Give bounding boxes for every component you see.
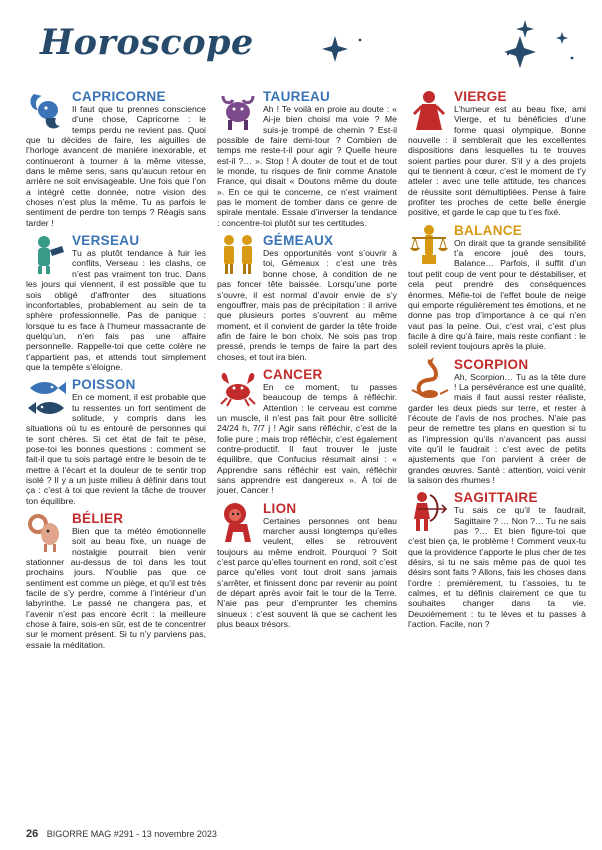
sign-sagittaire [408, 489, 586, 629]
sign-cancer [217, 366, 397, 496]
sign-name: CANCER [263, 366, 323, 382]
sign-text: Il faut que tu prennes conscience d’une chose, Capricorne : le temps perdu ne revient pas. Quoi que tu décides de faire, les aiguilles de l’horloge avancent de manière inexorable, et continueront à tourner à la même vitesse, dans le même sens, sans qu’aucun retour en arrière ne soit envisageable. Une fois que l’on a intégré cette donnée, notre vision des choses n’est plus la même. Tu as parfois le sentiment de perdre ton temps ? Réagis sans tarder ! [26, 104, 206, 228]
sign-text: En ce moment, tu passes beaucoup de temps à réfléchir. Attention : le cerveau est comme un muscle, il n’est pas fait pour être sollicité 24/24 h, 7/7 j ! Agir sans réfléchir, c’est de la folie pure ; mais trop réfléchir, c’est également contre-productif. Il faut trouver le juste équilibre, que Confucius résumait ainsi : « Apprendre sans réfléchir est vain, réfléchir sans apprendre est dangereux ». À toi de jouer, Cancer ! [217, 381, 397, 496]
sign-name: VERSEAU [72, 233, 140, 249]
sign-name: TAUREAU [263, 89, 331, 104]
sign-lion [217, 500, 397, 630]
aries-ram-icon [26, 510, 68, 554]
libra-scales-icon [408, 222, 450, 266]
leo-lion-icon [217, 500, 259, 544]
sign-gemeaux [217, 232, 397, 362]
page-footer [26, 828, 217, 840]
sign-text: Des opportunités vont s’ouvrir à toi, Gémeaux : c’est une très bonne chose, à condition de ne pas foncer tête baissée. Lorsqu’une porte s’ouvre, il est normal d’avoir envie de s’y engouffrer, mais pas de précipitation : il arrive que plusieurs portes s’ouvrent au même moment, et il convient de garder la tête froide afin de faire le bon choix. Ne sois pas trop pressé, prends le temps de faire la part des choses, et tout ira bien. [217, 248, 397, 362]
sign-text: Ah, Scorpion… Tu as la tête dure ! La persévérance est une qualité, mais il faut aussi rester réaliste, garder les deux pieds sur terre, et rester à l’écoute de l’avis de nos proches. N’aie pas peur de remettre tes plans en question si tu as l’impression qu’ils n’avancent pas aussi vite qu’il le faudrait : c’est avec de petits ajustements que l’on parvient à créer de grandes œuvres. Santé : attention, voici venir la saison des rhumes ! [408, 371, 586, 485]
sign-name: BALANCE [454, 222, 523, 238]
sign-text: Ah ! Te voilà en proie au doute : « Ai-je bien choisi ma voie ? Me suis-je trompé de chemin ? Est-il possible de faire demi-tour ? Combien de temps me reste-t-il pour agir ? Quelle heure est-il ?… ». Stop ! À douter de tout et de tout le monde, tu risques de finir comme Anatole France, qui disait « Doutons même du doute ». En ce qui te concerne, ce n’est vraiment pas le moment de tomber dans ce genre de spirale mentale. Essaie d’inverser la tendance : concentre-toi plutôt sur tes certitudes. [217, 104, 397, 228]
sign-name: VIERGE [454, 89, 507, 104]
sign-capricorne [26, 88, 206, 228]
sign-name: LION [263, 500, 297, 516]
scorpio-scorpion-icon [408, 356, 450, 400]
sign-text: L’humeur est au beau fixe, ami Vierge, et tu bénéficies d’une forme quasi olympique. Bonne nouvelle : il semblerait que les excellentes dispositions dans lesquelles tu te trouves soient parties pour durer. S’il y a des projets qui te tiennent à cœur, c’est le moment de t’y atteler : avec une telle attitude, tes chances de réussite sont démultipliées. Pense à faire profiter tes proches de cette belle énergie positive, et garde le cap que tu t’es fixé. [408, 104, 586, 218]
capricorn-goat-icon [26, 88, 68, 132]
taurus-bull-icon [217, 88, 259, 132]
sign-scorpion [408, 356, 586, 486]
sign-belier [26, 510, 206, 650]
sign-verseau [26, 232, 206, 372]
column-1 [26, 88, 206, 654]
sign-text: En ce moment, il est probable que tu ressentes un fort sentiment de solitude, y compris dans les situations où tu es entouré de personnes qui te sont chères. Si cet état de fait te pèse, pose-toi les bonnes questions : comment se fait-il que tu sois partagé entre le besoin de te mettre à l’écart et la douleur de te sentir trop isolé ? Il y a un juste milieu à définir dans tout ça : c’est à toi que revient la tâche de trouver ton équilibre. [26, 392, 206, 506]
aquarius-water-bearer-icon [26, 232, 68, 276]
pisces-fish-icon [26, 376, 68, 420]
sign-text: Bien que ta météo émotionnelle soit au beau fixe, un nuage de nostalgie pourrait bien venir stationner au-dessus de toi dans les tout prochains jours. N’oublie pas que ce sentiment est comme un piège, et qu’il est très facile de s’y perdre, comme à l’intérieur d’un labyrinthe. Le passé ne changera pas, et l’avenir n’est pas encore écrit : la meilleure chose à faire, sois-en sûr, est de te concentrer sur le moment présent. Si tu n’y parviens pas, essaie la méditation. [26, 526, 206, 650]
sagittarius-archer-icon [408, 489, 450, 533]
sign-name: SCORPION [454, 356, 529, 372]
sign-taureau [217, 88, 397, 228]
page-number: 26 [26, 828, 39, 840]
sign-name: BÉLIER [72, 511, 124, 527]
sign-name: POISSON [72, 377, 136, 393]
sign-text: Certaines personnes ont beau marcher aussi longtemps qu’elles veulent, elles se retrouvent toujours au même endroit. Pourquoi ? Soit c’est parce qu’elles tournent en rond, soit c’est parce qu’elles vont tout droit sans jamais s’arrêter, et finissent donc par revenir au point de départ après avoir fait le tour de la Terre. N’aie pas peur d’emprunter les chemins sinueux : c’est souvent là que se cachent les plus beaux trésors. [217, 515, 397, 630]
sign-text: Tu sais ce qu’il te faudrait, Sagittaire ? … Non ?… Tu ne sais pas ?… Et bien figure-toi que c’est bien ça, le problème ! Comment veux-tu que la providence t’apporte le plus cher de tes désirs, si tu ne sais même pas de quoi tes désirs sont faits ? Allons, fais les choses dans l’ordre : premièrement, tu t’assoies, tu te calmes, et tu définis clairement ce que tu souhaites changer dans ta vie. Deuxièmement : tu te lèves et tu passes à l’action. Facile, non ? [408, 505, 586, 630]
sign-text: On dirait que ta grande sensibilité t’a encore joué des tours, Balance… Parfois, il suffit d’un tout petit coup de vent pour te déstabiliser, et cela peut prendre des conséquences énormes. Méfie-toi de l’effet boule de neige qui emporte régulièrement tes émotions, et ne donne pas trop d’importance à ce qui n’en vaut pas la peine. Oui, c’est vrai, c’est plus facile à dire qu’à faire, mais reste confiant : le soleil revient toujours après la pluie. [408, 237, 586, 352]
cancer-crab-icon [217, 366, 259, 410]
sign-name: SAGITTAIRE [454, 490, 538, 506]
page-title: Horoscope [40, 22, 254, 63]
publication-info: BIGORRE MAG #291 - 13 novembre 2023 [46, 829, 217, 839]
sign-name: CAPRICORNE [72, 89, 166, 104]
sign-vierge [408, 88, 586, 218]
column-3 [408, 88, 586, 633]
virgo-maiden-icon [408, 88, 450, 132]
sign-name: GÉMEAUX [263, 233, 334, 249]
column-2 [217, 88, 397, 633]
sign-poisson [26, 376, 206, 506]
sign-text: Tu as plutôt tendance à fuir les conflits, Verseau : les clashs, ce n’est pas vraiment ton truc. Dans les jours qui viennent, il est possible que tu sois obligé d’affronter des situations inconfortables, probablement au sein de ta sphère professionnelle. Pas de panique : lorsque tu es face à l’humeur massacrante de quelqu’un, n’en fais pas une affaire personnelle. Rappelle-toi que cette colère ne t’appartient pas, et attends tout simplement que la tempête s’éloigne. [26, 248, 206, 372]
decorative-stars-icon [210, 18, 590, 78]
sign-balance [408, 222, 586, 352]
gemini-twins-icon [217, 232, 259, 276]
